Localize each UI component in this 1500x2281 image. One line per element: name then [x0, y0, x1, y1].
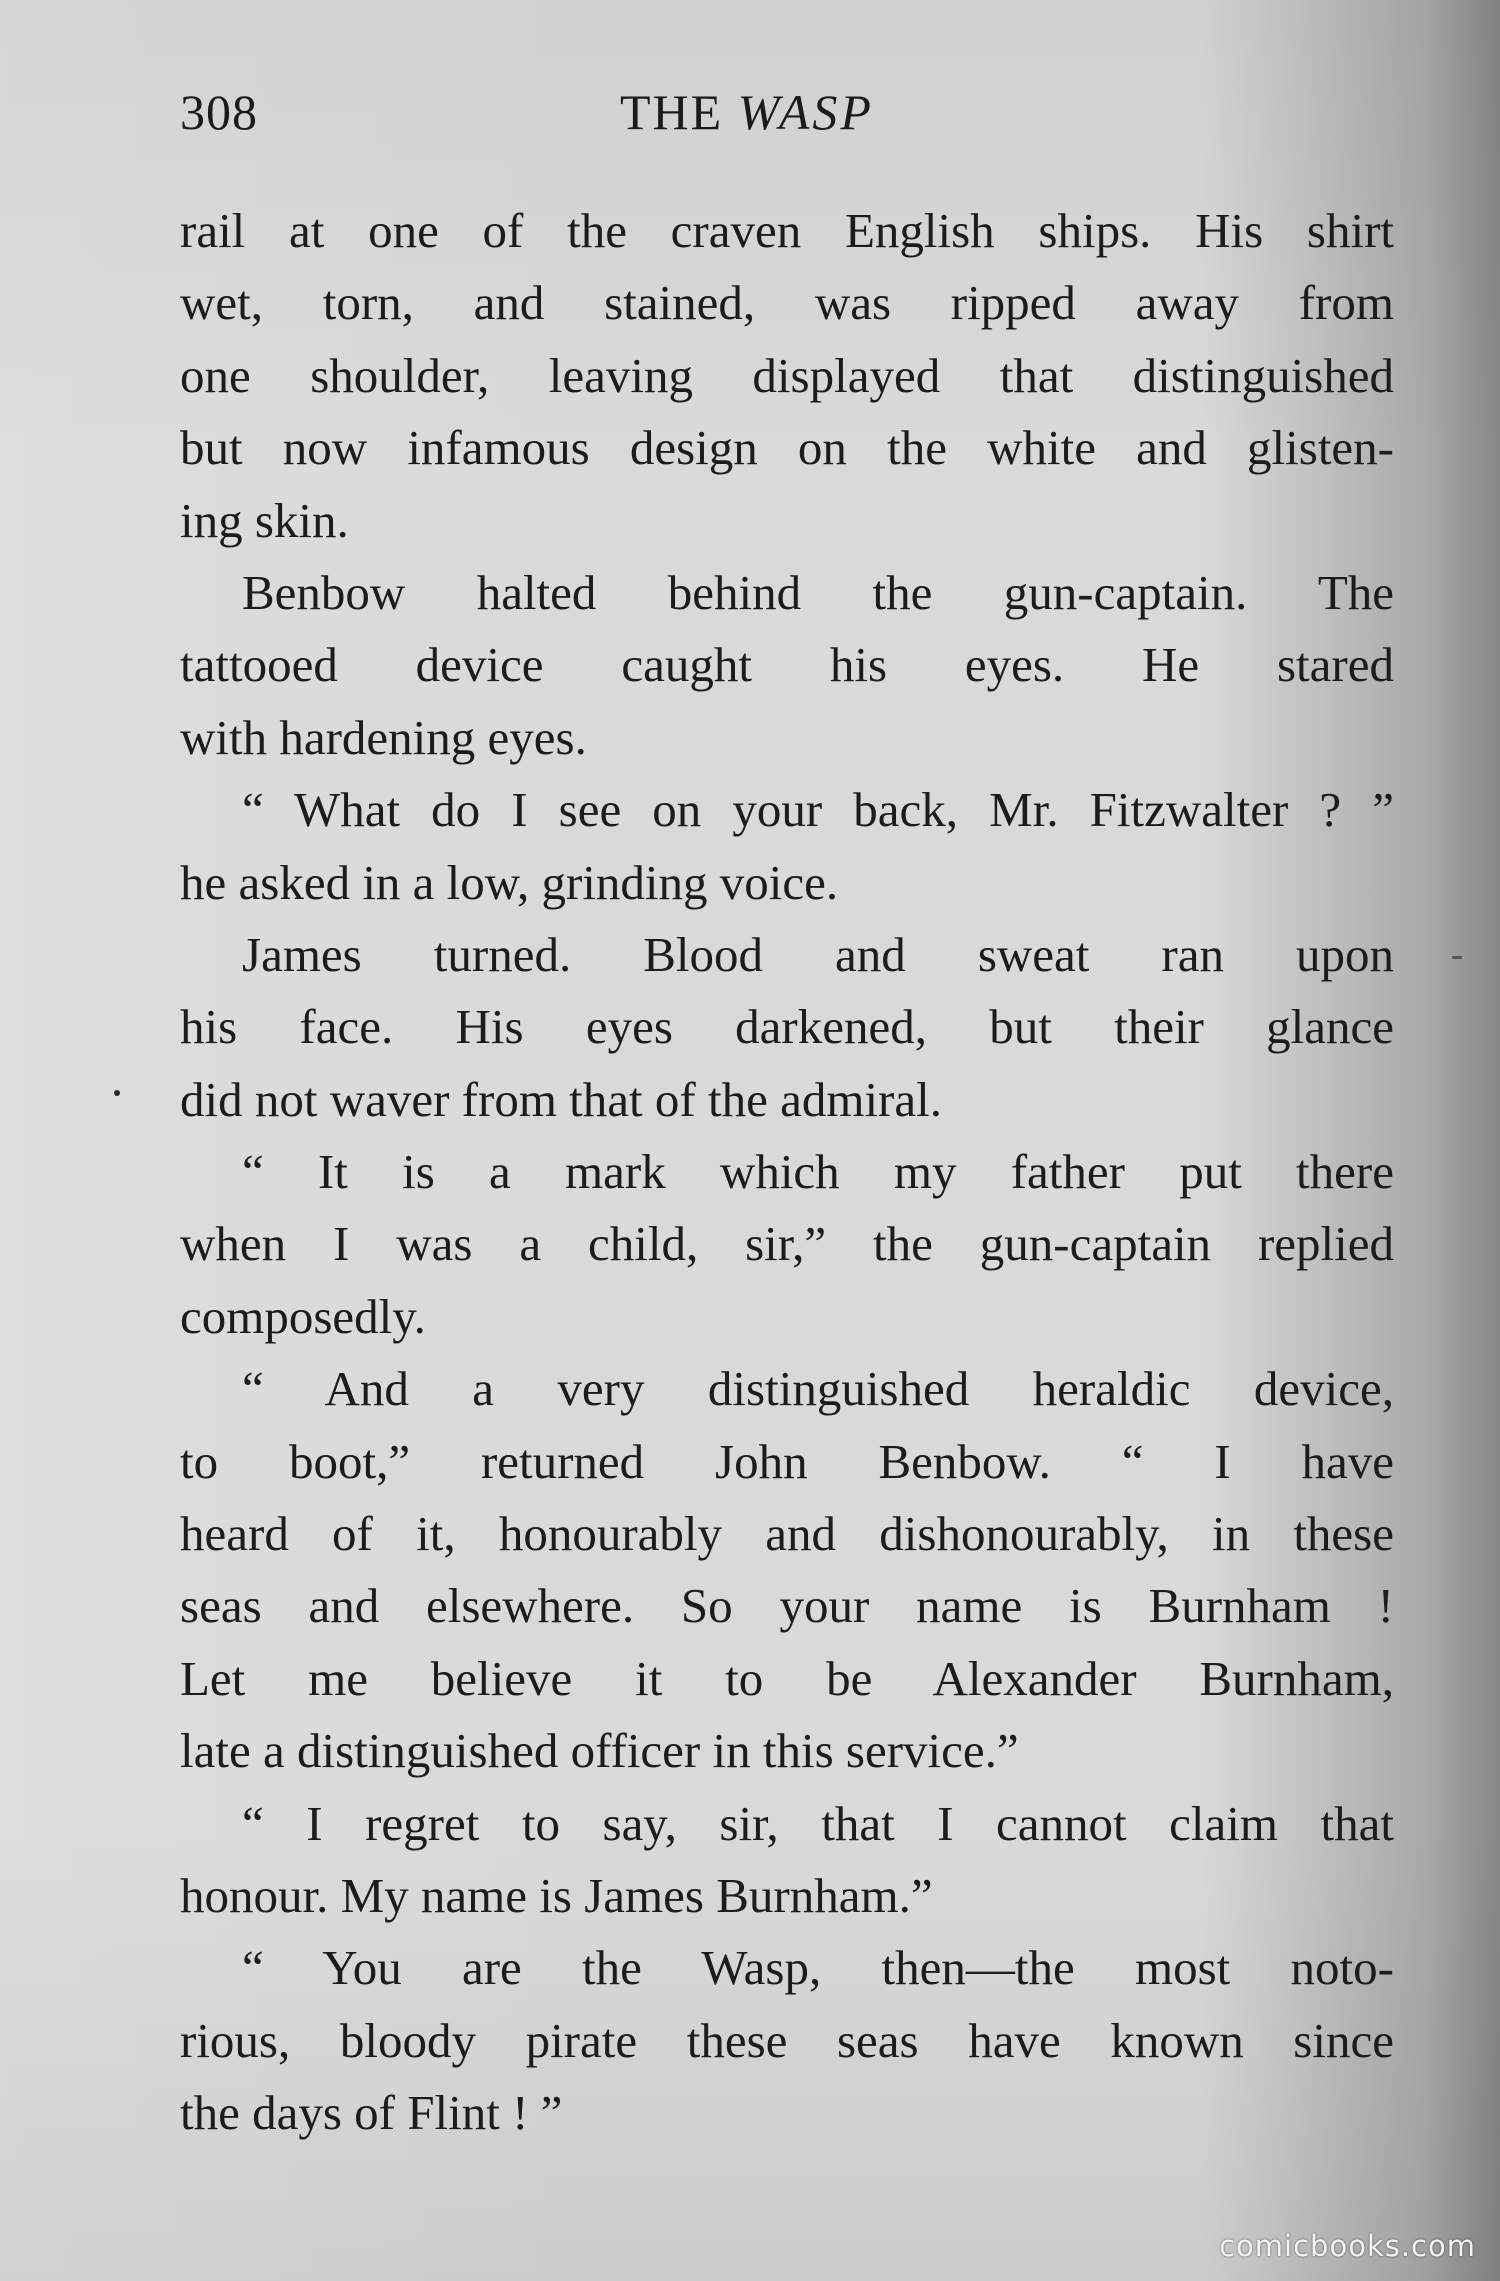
page-number: 308: [180, 84, 258, 140]
text-line: “ What do I see on your back, Mr. Fitzwalter ? ”: [242, 782, 1394, 838]
text-line: “ I regret to say, sir, that I cannot claim that: [242, 1795, 1394, 1851]
text-line: James turned. Blood and sweat ran upon: [242, 926, 1394, 982]
text-line: “ And a very distinguished heraldic device,: [242, 1361, 1394, 1417]
text-line: seas and elsewhere. So your name is Burnham !: [180, 1578, 1394, 1634]
running-head-prefix: THE: [620, 84, 724, 140]
text-line: but now infamous design on the white and glisten-: [180, 420, 1394, 476]
text-line: “ It is a mark which my father put there: [242, 1144, 1394, 1200]
text-line: tattooed device caught his eyes. He stared: [180, 637, 1394, 693]
text-line: the days of Flint ! ”: [180, 2085, 563, 2141]
text-line: Let me believe it to be Alexander Burnham,: [180, 1650, 1394, 1706]
page-header: [180, 82, 1394, 152]
text-line: Benbow halted behind the gun-captain. The: [242, 564, 1394, 620]
text-line: ing skin.: [180, 492, 349, 548]
text-line: heard of it, honourably and dishonourably, in these: [180, 1506, 1394, 1562]
paper-speck: [114, 1090, 120, 1096]
text-line: did not waver from that of the admiral.: [180, 1071, 942, 1127]
text-line: honour. My name is James Burnham.”: [180, 1867, 933, 1923]
text-line: he asked in a low, grinding voice.: [180, 854, 839, 910]
text-line: when I was a child, sir,” the gun-captain replied: [180, 1216, 1394, 1272]
text-line: to boot,” returned John Benbow. “ I have: [180, 1433, 1394, 1489]
text-line: with hardening eyes.: [180, 709, 587, 765]
text-line: wet, torn, and stained, was ripped away from: [180, 275, 1394, 331]
running-head: [620, 82, 874, 142]
text-line: rious, bloody pirate these seas have known since: [180, 2012, 1394, 2068]
running-head-title: WASP: [737, 84, 874, 140]
paper-speck: [1452, 956, 1462, 959]
text-line: his face. His eyes darkened, but their glance: [180, 999, 1394, 1055]
text-line: late a distinguished officer in this service.”: [180, 1723, 1019, 1779]
body-text: [180, 195, 1394, 2150]
text-line: “ You are the Wasp, then—the most noto-: [242, 1940, 1394, 1996]
text-line: rail at one of the craven English ships. His shirt: [180, 203, 1394, 258]
text-line: one shoulder, leaving displayed that distinguished: [180, 347, 1394, 403]
watermark: comicbooks.com: [1219, 2229, 1476, 2263]
text-line: composedly.: [180, 1288, 426, 1344]
